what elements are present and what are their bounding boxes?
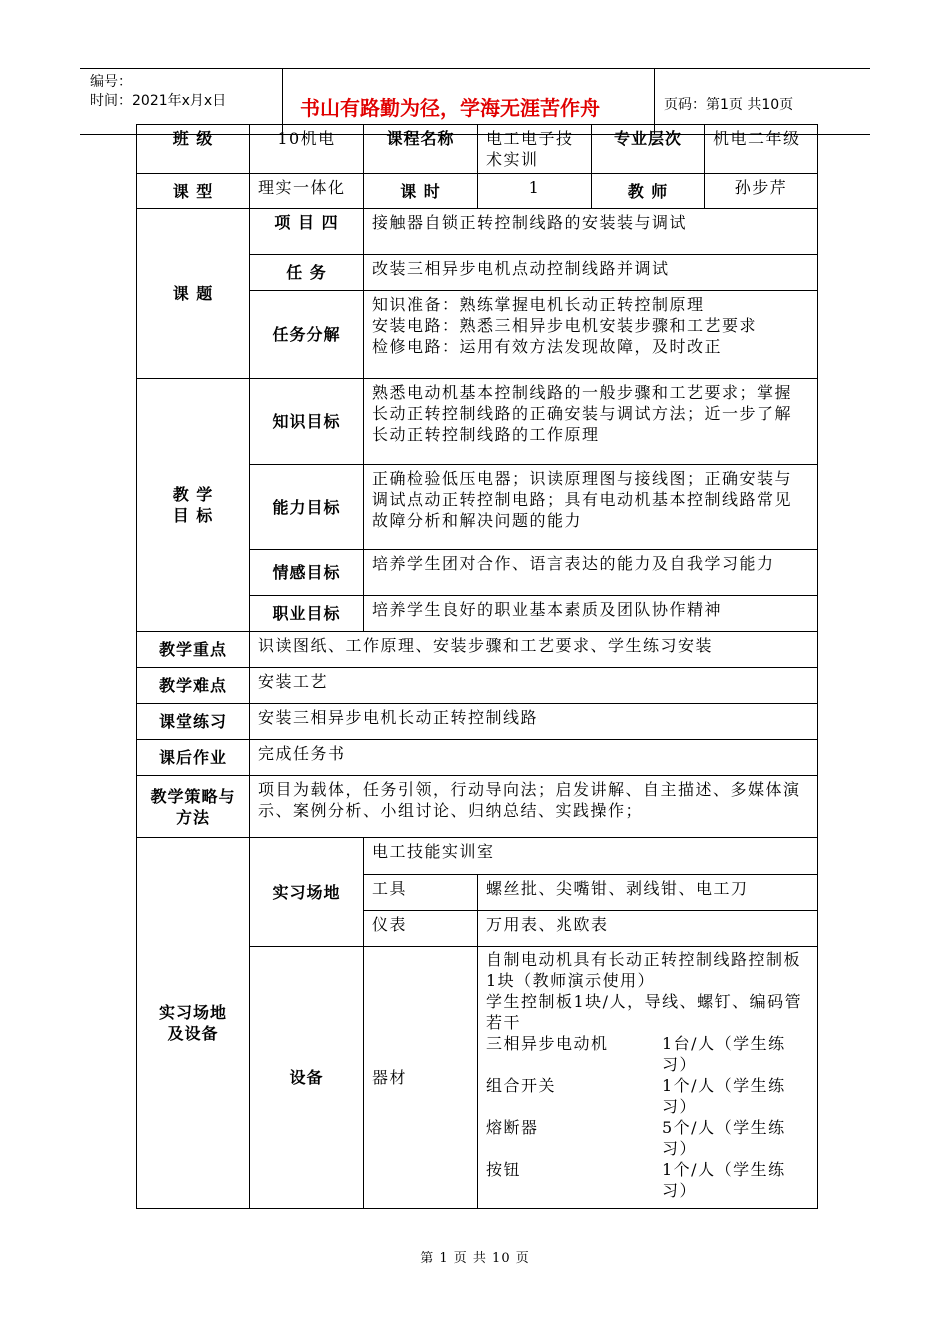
career-value: 培养学生良好的职业基本素质及团队协作精神 — [364, 596, 818, 632]
teacher-label: 教 师 — [592, 174, 705, 209]
doc-number: 编号： — [90, 74, 132, 90]
header-page-info: 页码：第1页 共10页 — [664, 97, 794, 113]
course-value: 电工电子技术实训 — [478, 125, 592, 174]
homework-row — [137, 740, 818, 776]
knowledge-label: 知识目标 — [250, 379, 364, 465]
task-value: 改装三相异步电机点动控制线路并调试 — [364, 255, 818, 291]
strategy-label-line1: 教学策略与 — [150, 786, 236, 806]
materials-item — [486, 1117, 809, 1159]
site-label-line2: 及设备 — [167, 1024, 219, 1043]
goal-knowledge-row — [137, 379, 818, 465]
class-value: 10机电 — [250, 125, 364, 174]
site-label — [137, 838, 250, 1209]
page-footer: 第 1 页 共 10 页 — [420, 1251, 530, 1266]
practice-value: 安装三相异步电机长动正转控制线路 — [250, 704, 818, 740]
strategy-label-line2: 方法 — [175, 807, 210, 827]
breakdown-line: 检修电路：运用有效方法发现故障，及时改正 — [372, 337, 723, 356]
key-label: 教学重点 — [137, 632, 250, 668]
item-qty: 5个/人（学生练习） — [662, 1118, 786, 1158]
type-label: 课 型 — [137, 174, 250, 209]
practice-label: 课堂练习 — [137, 704, 250, 740]
emotion-label: 情感目标 — [250, 550, 364, 596]
strategy-row — [137, 776, 818, 838]
item-name: 组合开关 — [486, 1076, 557, 1095]
item-name: 三相异步电动机 — [486, 1034, 609, 1053]
item-qty: 1台/人（学生练习） — [662, 1034, 786, 1074]
info-row-2 — [137, 174, 818, 209]
goals-label — [137, 379, 250, 632]
breakdown-line: 知识准备：熟练掌握电机长动正转控制原理 — [372, 295, 705, 314]
header-top-rule — [80, 68, 870, 69]
type-value: 理实一体化 — [250, 174, 364, 209]
lesson-plan-table — [136, 124, 818, 1209]
breakdown-line: 安装电路：熟悉三相异步电机安装步骤和工艺要求 — [372, 316, 758, 335]
materials-intro: 学生控制板1块/人，导线、螺钉、编码管若干 — [486, 992, 803, 1032]
topic-project-row — [137, 209, 818, 255]
materials-item — [486, 1159, 809, 1201]
materials-label: 器材 — [364, 947, 478, 1209]
breakdown-value — [364, 291, 818, 379]
hours-value: 1 — [478, 174, 592, 209]
hours-label: 课 时 — [364, 174, 478, 209]
homework-label: 课后作业 — [137, 740, 250, 776]
materials-item — [486, 1033, 809, 1075]
difficulty-label: 教学难点 — [137, 668, 250, 704]
emotion-value: 培养学生团对合作、语言表达的能力及自我学习能力 — [364, 550, 818, 596]
materials-item — [486, 1075, 809, 1117]
site-place-row — [137, 838, 818, 875]
item-name: 熔断器 — [486, 1118, 539, 1137]
tools-value: 螺丝批、尖嘴钳、剥线钳、电工刀 — [478, 875, 818, 911]
meters-label: 仪表 — [364, 911, 478, 947]
homework-value: 完成任务书 — [250, 740, 818, 776]
site-label-line1: 实习场地 — [158, 1003, 227, 1022]
materials-intro: 自制电动机具有长动正转控制线路控制板1块（教师演示使用） — [486, 950, 802, 990]
goals-label-line2: 目 标 — [172, 506, 214, 525]
strategy-label — [137, 776, 250, 838]
doc-time: 时间：2021年x月x日 — [90, 93, 227, 109]
teacher-value: 孙步芹 — [705, 174, 818, 209]
level-value: 机电二年级 — [705, 125, 818, 174]
class-label: 班 级 — [137, 125, 250, 174]
career-label: 职业目标 — [250, 596, 364, 632]
item-qty: 1个/人（学生练习） — [662, 1160, 786, 1200]
info-row-1 — [137, 125, 818, 174]
knowledge-value: 熟悉电动机基本控制线路的一般步骤和工艺要求；掌握长动正转控制线路的正确安装与调试方法；近一步了解长动正转控制线路的工作原理 — [364, 379, 818, 465]
project-label: 项 目 四 — [250, 209, 364, 255]
project-value: 接触器自锁正转控制线路的安装装与调试 — [364, 209, 818, 255]
ability-value: 正确检验低压电器；识读原理图与接线图；正确安装与调试点动正转控制电路；具有电动机基本控制线路常见故障分析和解决问题的能力 — [364, 465, 818, 550]
topic-label: 课 题 — [137, 209, 250, 379]
place-value: 电工技能实训室 — [364, 838, 818, 875]
difficulty-row — [137, 668, 818, 704]
goals-label-line1: 教 学 — [172, 485, 214, 504]
key-value: 识读图纸、工作原理、安装步骤和工艺要求、学生练习安装 — [250, 632, 818, 668]
item-qty: 1个/人（学生练习） — [662, 1076, 786, 1116]
course-label: 课程名称 — [364, 125, 478, 174]
place-label: 实习场地 — [250, 838, 364, 947]
materials-value — [478, 947, 818, 1209]
header-motto: 书山有路勤为径，学海无涯苦作舟 — [300, 96, 600, 120]
difficulty-value: 安装工艺 — [250, 668, 818, 704]
practice-row — [137, 704, 818, 740]
equipment-label: 设备 — [250, 947, 364, 1209]
level-label: 专业层次 — [592, 125, 705, 174]
meters-value: 万用表、兆欧表 — [478, 911, 818, 947]
tools-label: 工具 — [364, 875, 478, 911]
key-points-row — [137, 632, 818, 668]
ability-label: 能力目标 — [250, 465, 364, 550]
breakdown-label: 任务分解 — [250, 291, 364, 379]
strategy-value: 项目为载体，任务引领，行动导向法；启发讲解、自主描述、多媒体演示、案例分析、小组讨论、归纳总结、实践操作； — [250, 776, 818, 838]
item-name: 按钮 — [486, 1160, 522, 1179]
task-label: 任 务 — [250, 255, 364, 291]
